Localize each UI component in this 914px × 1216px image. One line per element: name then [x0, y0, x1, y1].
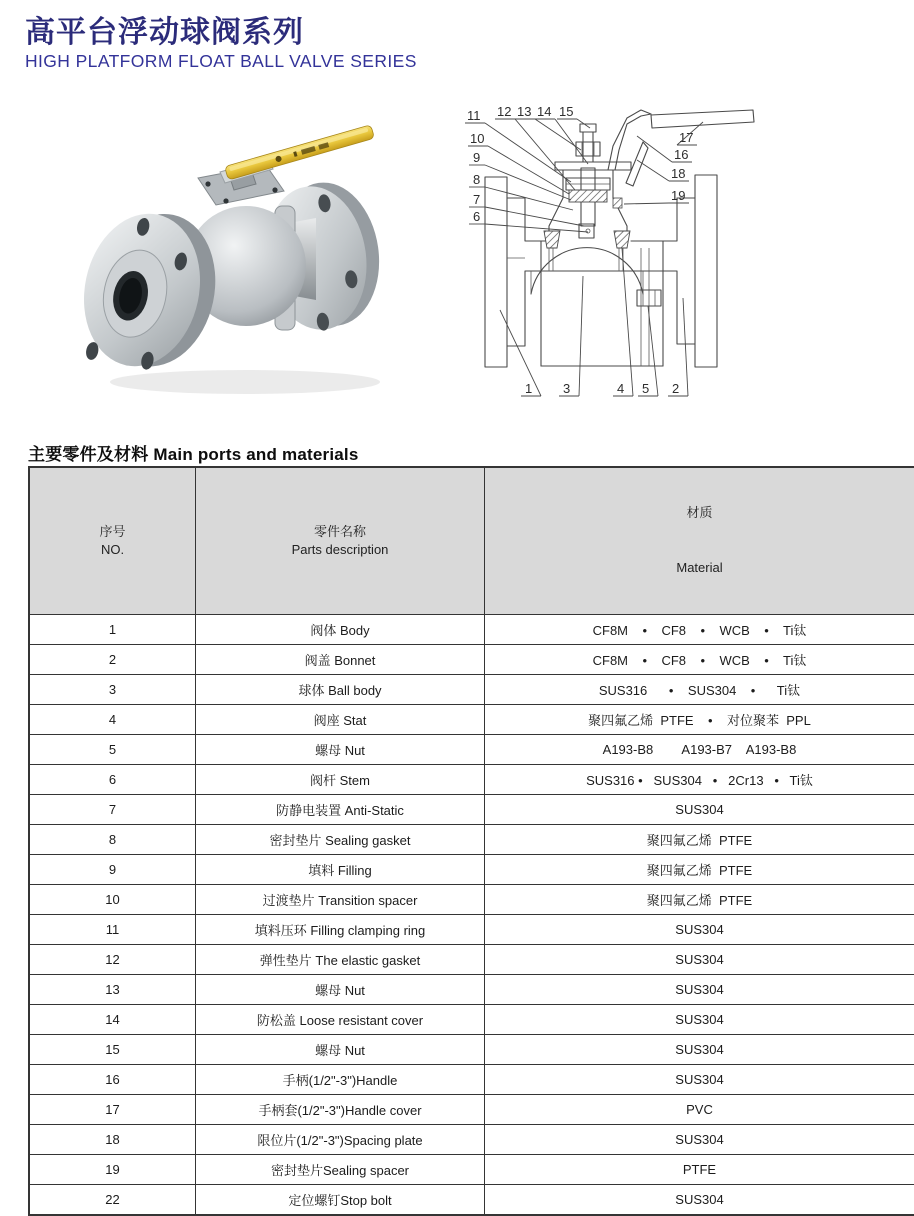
platform-bolt-hole — [205, 181, 210, 186]
table-row — [29, 794, 914, 824]
table-row — [29, 1004, 914, 1034]
table-row — [29, 1154, 914, 1184]
table-row — [29, 1034, 914, 1064]
cell-part: 限位片(1/2"-3")Spacing plate — [196, 1124, 485, 1154]
cell-part: 阀杆 Stem — [196, 764, 485, 794]
cell-material: CF8M • CF8 • WCB • Ti钛 — [485, 614, 914, 644]
diagram-right-flange — [695, 175, 717, 367]
cell-material: 聚四氟乙烯 PTFE — [485, 824, 914, 854]
parts-table-body — [29, 614, 914, 1215]
column-header-material-zh: 材质 — [489, 504, 910, 522]
diagram-handle-arm — [608, 110, 651, 170]
cell-part: 弹性垫片 The elastic gasket — [196, 944, 485, 974]
table-header — [29, 467, 914, 614]
cell-material: 聚四氟乙烯 PTFE — [485, 854, 914, 884]
cell-material: SUS304 — [485, 1184, 914, 1215]
cell-no: 1 — [29, 614, 196, 644]
diagram-left-flange — [485, 177, 507, 367]
cell-no: 17 — [29, 1094, 196, 1124]
cell-no: 8 — [29, 824, 196, 854]
cell-material: SUS304 — [485, 1124, 914, 1154]
cell-no: 5 — [29, 734, 196, 764]
section-heading-zh: 主要零件及材料 — [28, 440, 148, 465]
cell-no: 12 — [29, 944, 196, 974]
cell-material: SUS304 — [485, 1034, 914, 1064]
cell-part: 阀座 Stat — [196, 704, 485, 734]
callout-3: 3 — [563, 381, 570, 396]
cell-part: 螺母 Nut — [196, 1034, 485, 1064]
page-title-chinese: 高平台浮动球阀系列 — [25, 16, 417, 50]
callout-19: 19 — [671, 188, 685, 203]
valve-photo — [70, 108, 420, 400]
diagram-seat-right — [614, 231, 630, 248]
diagram-callouts — [465, 104, 703, 396]
column-header-no — [29, 467, 196, 614]
cell-part: 定位螺钉Stop bolt — [196, 1184, 485, 1215]
column-header-part-zh: 零件名称 — [200, 523, 480, 541]
cell-part: 螺母 Nut — [196, 974, 485, 1004]
cell-no: 10 — [29, 884, 196, 914]
callout-10: 10 — [470, 131, 484, 146]
valve-handle — [225, 125, 375, 180]
cell-no: 4 — [29, 704, 196, 734]
column-header-no-zh: 序号 — [34, 523, 191, 541]
cell-material: SUS304 — [485, 914, 914, 944]
callout-14: 14 — [537, 104, 551, 119]
table-row — [29, 974, 914, 1004]
diagram-packing — [569, 190, 607, 202]
cell-no: 11 — [29, 914, 196, 944]
cell-no: 7 — [29, 794, 196, 824]
valve-photo-image — [70, 108, 420, 400]
cell-part: 防静电装置 Anti-Static — [196, 794, 485, 824]
cell-part: 阀盖 Bonnet — [196, 644, 485, 674]
table-row — [29, 614, 914, 644]
cell-material: A193-B8 A193-B7 A193-B8 — [485, 734, 914, 764]
column-header-material-en: Material — [489, 559, 910, 577]
section-heading — [28, 440, 358, 465]
callout-5: 5 — [642, 381, 649, 396]
table-row — [29, 854, 914, 884]
cell-part: 螺母 Nut — [196, 734, 485, 764]
cell-part: 过渡垫片 Transition spacer — [196, 884, 485, 914]
callout-17: 17 — [679, 130, 693, 145]
cell-part: 防松盖 Loose resistant cover — [196, 1004, 485, 1034]
callout-6: 6 — [473, 209, 480, 224]
diagram-spacing-plate — [626, 142, 648, 186]
cell-part: 阀体 Body — [196, 614, 485, 644]
callout-12: 12 — [497, 104, 511, 119]
page-header — [25, 16, 417, 72]
callout-16: 16 — [674, 147, 688, 162]
diagram-sealing-spacer — [613, 198, 622, 208]
cell-part: 密封垫片Sealing spacer — [196, 1154, 485, 1184]
table-row — [29, 734, 914, 764]
valve-cross-section-diagram — [445, 98, 907, 400]
cell-no: 16 — [29, 1064, 196, 1094]
diagram-anti-static-ball — [586, 229, 590, 233]
table-row — [29, 644, 914, 674]
callout-2: 2 — [672, 381, 679, 396]
cell-part: 球体 Ball body — [196, 674, 485, 704]
column-header-part-en: Parts description — [200, 541, 480, 559]
cell-part: 密封垫片 Sealing gasket — [196, 824, 485, 854]
cell-material: 聚四氟乙烯 PTFE • 对位聚苯 PPL — [485, 704, 914, 734]
cell-material: CF8M • CF8 • WCB • Ti钛 — [485, 644, 914, 674]
cell-material: SUS304 — [485, 1004, 914, 1034]
table-row — [29, 914, 914, 944]
cell-part: 手柄(1/2"-3")Handle — [196, 1064, 485, 1094]
column-header-part — [196, 467, 485, 614]
cell-no: 19 — [29, 1154, 196, 1184]
page-title-english: HIGH PLATFORM FLOAT BALL VALVE SERIES — [25, 51, 417, 72]
cell-material: SUS316 • SUS304 • 2Cr13 • Ti钛 — [485, 764, 914, 794]
callout-18: 18 — [671, 166, 685, 181]
cell-part: 填料 Filling — [196, 854, 485, 884]
platform-bolt-hole — [272, 187, 277, 192]
cell-no: 15 — [29, 1034, 196, 1064]
cell-part: 填料压环 Filling clamping ring — [196, 914, 485, 944]
parts-materials-table — [28, 466, 914, 1216]
diagram-seat-left — [544, 231, 560, 248]
table-row — [29, 944, 914, 974]
cell-material: SUS304 — [485, 1064, 914, 1094]
cell-no: 6 — [29, 764, 196, 794]
cell-no: 14 — [29, 1004, 196, 1034]
table-row — [29, 1184, 914, 1215]
cell-material: SUS304 — [485, 974, 914, 1004]
callout-11: 11 — [467, 108, 481, 123]
cell-material: SUS304 — [485, 794, 914, 824]
diagram-handle-grip — [651, 110, 754, 128]
column-header-no-en: NO. — [34, 541, 191, 559]
platform-bolt-hole — [223, 198, 228, 203]
callout-1: 1 — [525, 381, 532, 396]
callout-13: 13 — [517, 104, 531, 119]
cell-part: 手柄套(1/2"-3")Handle cover — [196, 1094, 485, 1124]
cell-material: 聚四氟乙烯 PTFE — [485, 884, 914, 914]
callout-8: 8 — [473, 172, 480, 187]
photo-shadow — [110, 370, 380, 394]
callout-4: 4 — [617, 381, 624, 396]
cell-no: 18 — [29, 1124, 196, 1154]
table-row — [29, 884, 914, 914]
cell-material: PVC — [485, 1094, 914, 1124]
callout-9: 9 — [473, 150, 480, 165]
cell-no: 13 — [29, 974, 196, 1004]
cell-no: 9 — [29, 854, 196, 884]
table-row — [29, 1094, 914, 1124]
callout-15: 15 — [559, 104, 573, 119]
table-row — [29, 764, 914, 794]
cell-material: SUS304 — [485, 944, 914, 974]
cell-no: 22 — [29, 1184, 196, 1215]
section-heading-en: Main ports and materials — [153, 445, 358, 465]
cell-material: PTFE — [485, 1154, 914, 1184]
table-row — [29, 704, 914, 734]
callout-7: 7 — [473, 192, 480, 207]
table-row — [29, 1124, 914, 1154]
valve-diagram-image — [445, 98, 907, 400]
cell-no: 3 — [29, 674, 196, 704]
diagram-cover-plate — [555, 162, 631, 170]
table-row — [29, 1064, 914, 1094]
cell-no: 2 — [29, 644, 196, 674]
column-header-material — [485, 467, 914, 614]
table-row — [29, 674, 914, 704]
table-row — [29, 824, 914, 854]
cell-material: SUS316 • SUS304 • Ti钛 — [485, 674, 914, 704]
